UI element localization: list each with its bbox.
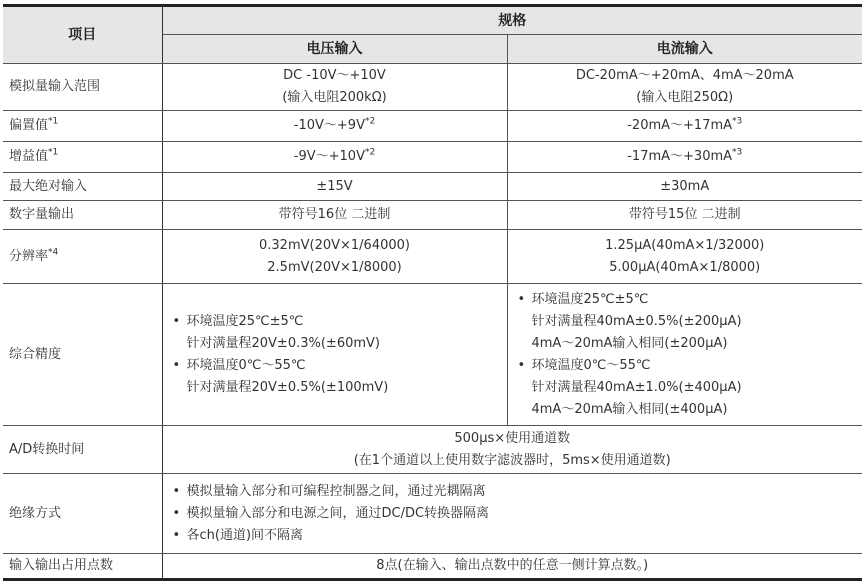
header-current: 电流输入	[507, 35, 862, 64]
row-input-range	[3, 64, 862, 111]
cell-text: ±15V	[162, 173, 507, 201]
cell-text: -9V～+10V	[293, 149, 365, 164]
cell-text: -10V～+9V	[293, 118, 365, 133]
cell-text: 针对满量程20V±0.5%(±100mV)	[186, 379, 389, 395]
cell-text: 5.00µA(40mA×1/8000)	[609, 259, 761, 275]
bullet-item: • 环境温度25℃±5℃	[532, 289, 857, 311]
row-label: 增益值	[9, 149, 49, 164]
header-spec: 规格	[162, 6, 862, 35]
row-io-points	[3, 554, 862, 580]
cell-text: DC -10V～+10V	[283, 68, 386, 83]
cell-text: 4mA～20mA输入相同(±400µA)	[531, 401, 728, 417]
bullet-item: • 模拟量输入部分和电源之间，通过DC/DC转换器隔离	[187, 503, 857, 525]
cell-text: (在1个通道以上使用数字滤波器时，5ms×使用通道数)	[353, 452, 671, 468]
bullet-item: • 各ch(通道)间不隔离	[187, 525, 857, 547]
row-resolution	[3, 230, 862, 284]
bullet-item: • 环境温度0℃～55℃	[532, 355, 857, 377]
row-label: 综合精度	[3, 284, 162, 426]
bullet-item: • 环境温度0℃～55℃	[187, 355, 501, 377]
row-offset	[3, 111, 862, 142]
cell-text: 1.25µA(40mA×1/32000)	[605, 237, 765, 253]
row-label: 最大绝对输入	[3, 173, 162, 201]
cell-text: 0.32mV(20V×1/64000)	[259, 237, 410, 253]
row-accuracy	[3, 284, 862, 426]
footnote: *3	[732, 116, 743, 127]
row-label: A/D转换时间	[3, 426, 162, 474]
cell-text: DC-20mA～+20mA、4mA～20mA	[575, 68, 794, 83]
cell-text: (输入电阻250Ω)	[636, 90, 734, 105]
row-digital-output	[3, 201, 862, 230]
row-label: 偏置值	[9, 118, 49, 133]
cell-text: (输入电阻200kΩ)	[282, 90, 387, 105]
cell-text: 4mA～20mA输入相同(±200µA)	[531, 335, 728, 351]
header-item: 项目	[3, 6, 162, 64]
row-label: 输入输出占用点数	[3, 554, 162, 580]
footnote: *2	[364, 116, 376, 127]
footnote: *1	[48, 116, 59, 127]
footnote: *4	[48, 247, 59, 258]
row-ad-conversion	[3, 426, 862, 474]
header-voltage: 电压输入	[162, 35, 507, 64]
row-label: 绝缘方式	[3, 474, 162, 554]
footnote: *3	[732, 147, 743, 158]
row-label: 模拟量输入范围	[3, 64, 162, 111]
bullet-item: • 环境温度25℃±5℃	[187, 311, 501, 333]
bullet-item: • 模拟量输入部分和可编程控制器之间，通过光耦隔离	[187, 481, 857, 503]
cell-text: 带符号15位 二进制	[507, 201, 862, 230]
footnote: *1	[48, 147, 59, 158]
row-label: 分辨率	[9, 248, 49, 264]
spec-table	[3, 4, 862, 581]
cell-text: -20mA～+17mA	[627, 118, 733, 133]
row-label: 数字量输出	[3, 201, 162, 230]
footnote: *2	[364, 147, 376, 158]
cell-text: ±30mA	[507, 173, 862, 201]
row-isolation	[3, 474, 862, 554]
cell-text: 针对满量程40mA±0.5%(±200µA)	[531, 313, 742, 329]
cell-text: 带符号16位 二进制	[162, 201, 507, 230]
cell-text: 针对满量程20V±0.3%(±60mV)	[186, 335, 380, 351]
row-max-input	[3, 173, 862, 201]
cell-text: -17mA～+30mA	[627, 149, 733, 164]
cell-text: 500µs×使用通道数	[454, 430, 571, 446]
cell-text: 2.5mV(20V×1/8000)	[267, 259, 402, 275]
row-gain	[3, 142, 862, 173]
cell-text: 针对满量程40mA±1.0%(±400µA)	[531, 379, 742, 395]
cell-text: 8点(在输入、输出点数中的任意一侧计算点数。)	[162, 554, 862, 580]
